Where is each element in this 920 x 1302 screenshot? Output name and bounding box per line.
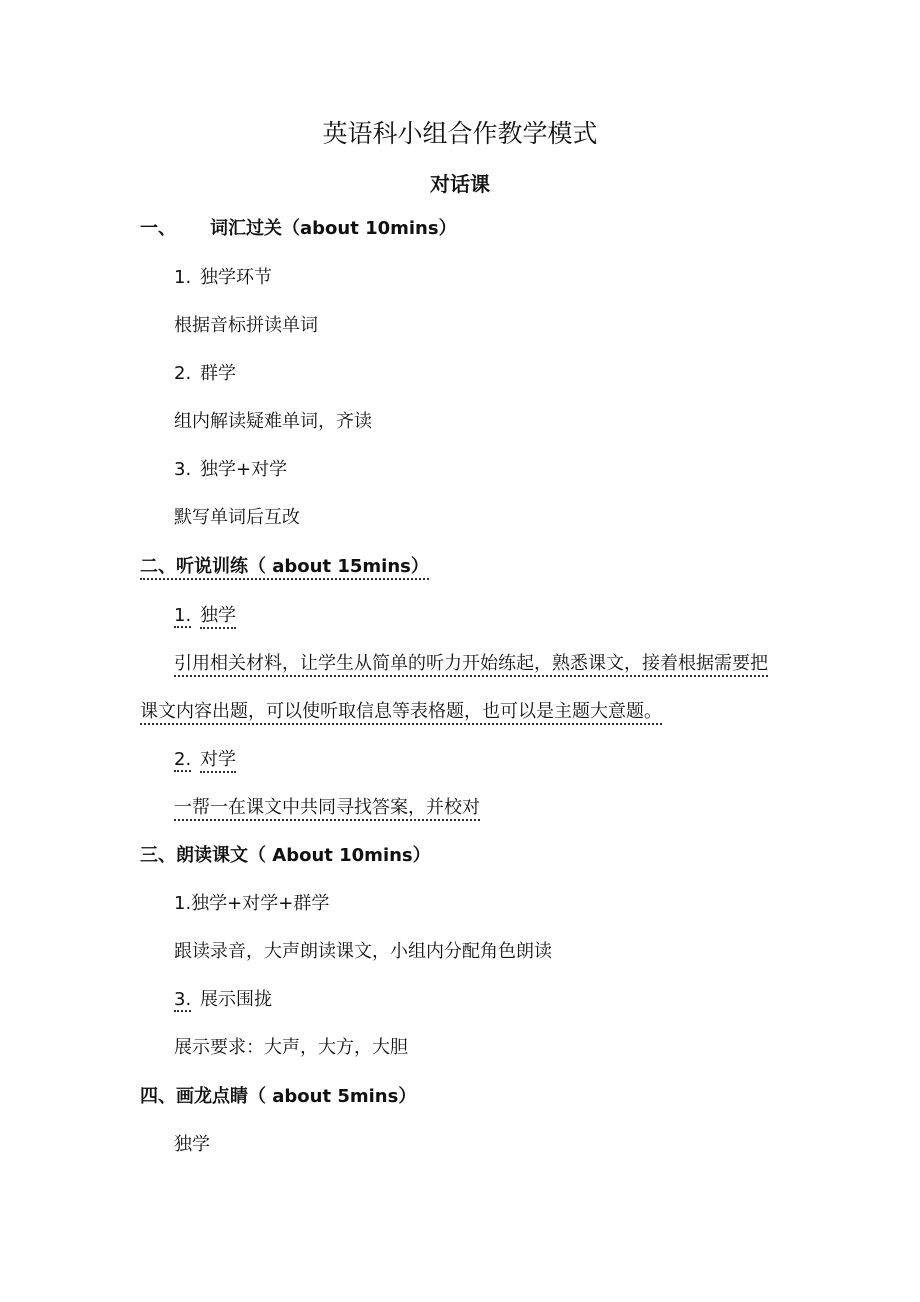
item-label: 独学 [200,605,236,629]
list-item-3 [174,988,272,1012]
list-item-1 [174,604,236,628]
list-item-1: 独学 [174,1134,210,1155]
item-label: 展示围拢 [200,989,272,1010]
list-item-2 [174,748,236,772]
list-item-1 [174,266,272,290]
item-label: 独学环节 [200,267,272,288]
section-title: 二、听说训练（ about 15mins） [140,556,429,580]
item-description: 默写单词后互改 [174,507,300,528]
item-description [174,796,480,820]
item-number: 1. [174,267,192,288]
item-description: 组内解读疑难单词，齐读 [174,411,372,432]
item-number: 2. [174,363,192,384]
section-heading-4: 四、画龙点睛（ about 5mins） [140,1086,417,1107]
item-description: 根据音标拼读单词 [174,315,318,336]
list-item-1: 1.独学+对学+群学 [174,893,330,914]
item-label: 独学+对学 [200,459,288,480]
document-subtitle: 对话课 [430,172,490,196]
section-heading-3: 三、朗读课文（ About 10mins） [140,845,431,866]
item-number: 3. [174,459,192,480]
item-description-text: 一帮一在课文中共同寻找答案，并校对 [174,797,480,821]
item-number: 2. [174,749,192,770]
item-description: 跟读录音，大声朗读课文，小组内分配角色朗读 [174,941,552,962]
item-number: 3. [174,989,192,1010]
item-description: 展示要求：大声，大方，大胆 [174,1037,408,1058]
item-description-line-2 [140,700,662,724]
item-description-text: 课文内容出题，可以使听取信息等表格题，也可以是主题大意题。 [140,701,662,725]
section-title: 词汇过关（about 10mins） [210,218,457,239]
item-description-text: 引用相关材料，让学生从简单的听力开始练起，熟悉课文，接着根据需要把 [174,653,768,677]
section-heading-1 [140,217,457,241]
item-number: 1. [174,605,192,626]
item-description-line-1 [174,652,768,676]
item-label: 对学 [200,749,236,773]
section-heading-2 [140,555,429,579]
item-label: 群学 [200,363,236,384]
list-item-2 [174,362,236,386]
section-number: 一、 [140,218,176,239]
document-title: 英语科小组合作教学模式 [322,119,598,148]
list-item-3 [174,458,287,482]
